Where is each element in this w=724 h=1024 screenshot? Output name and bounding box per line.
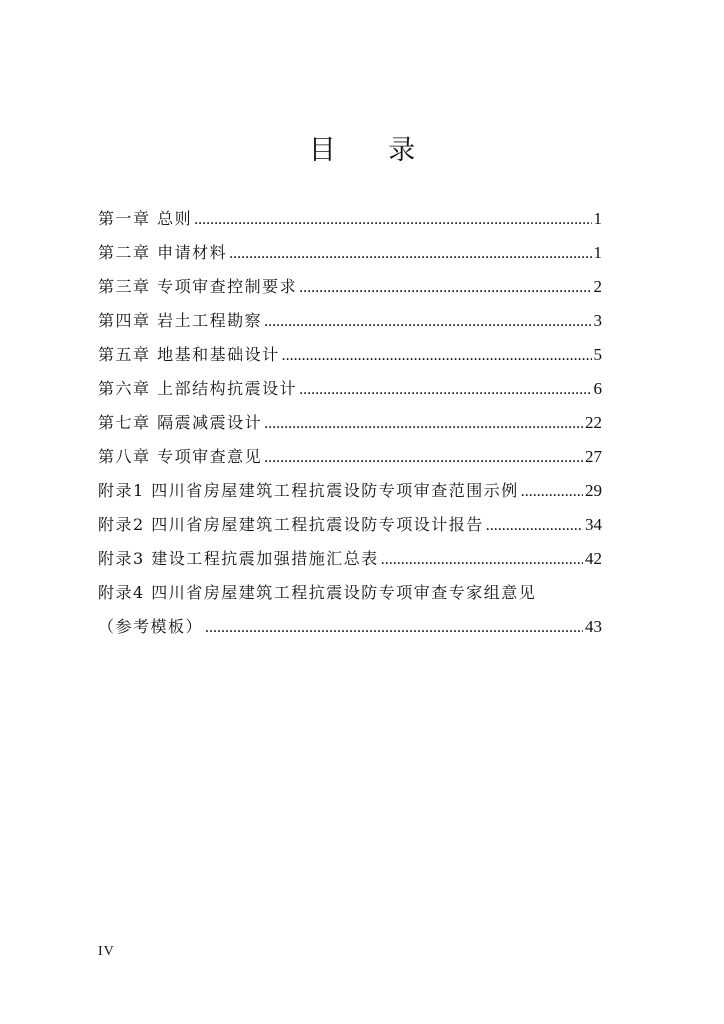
toc-entry[interactable] [98, 444, 602, 478]
page-title: 目 录 [308, 135, 438, 166]
toc-leader [299, 381, 591, 399]
toc-leader [521, 483, 583, 501]
toc-entry-label: 第四章 岩土工程勘察 [98, 311, 263, 330]
toc-entry-page: 1 [593, 209, 602, 228]
table-of-contents [98, 206, 602, 648]
toc-entry-label: 附录2 四川省房屋建筑工程抗震设防专项设计报告 [98, 515, 484, 534]
toc-entry-page: 2 [593, 277, 602, 296]
toc-entry-label: 第二章 申请材料 [98, 243, 228, 262]
toc-entry[interactable] [98, 512, 602, 546]
toc-leader [229, 245, 591, 263]
toc-entry-label: 第七章 隔震减震设计 [98, 413, 263, 432]
toc-leader [486, 517, 583, 535]
toc-leader [299, 279, 591, 297]
toc-entry[interactable] [98, 546, 602, 580]
toc-entry-label: 第八章 专项审查意见 [98, 447, 263, 466]
toc-entry-page: 42 [585, 549, 602, 568]
toc-entry-label-continued: （参考模板） [98, 617, 204, 636]
toc-entry-label: 附录3 建设工程抗震加强措施汇总表 [98, 549, 379, 568]
toc-entry-page: 22 [585, 413, 602, 432]
toc-entry-page: 1 [593, 243, 602, 262]
toc-leader [264, 313, 591, 331]
toc-leader [205, 619, 583, 637]
toc-entry-label: 第五章 地基和基础设计 [98, 345, 280, 364]
toc-entry[interactable] [98, 206, 602, 240]
toc-leader [282, 347, 592, 365]
toc-entry[interactable] [98, 308, 602, 342]
toc-entry[interactable] [98, 376, 602, 410]
toc-leader [264, 415, 583, 433]
toc-entry-label: 第六章 上部结构抗震设计 [98, 379, 298, 398]
toc-entry-label: 第一章 总则 [98, 209, 193, 228]
toc-entry[interactable] [98, 240, 602, 274]
toc-entry[interactable] [98, 274, 602, 308]
page-number: IV [98, 944, 115, 959]
toc-entry-page: 34 [585, 515, 602, 534]
toc-leader [194, 211, 591, 229]
toc-entry[interactable] [98, 478, 602, 512]
toc-entry-label: 第三章 专项审查控制要求 [98, 277, 298, 296]
toc-entry-multiline[interactable] [98, 580, 602, 614]
toc-entry-page: 5 [593, 345, 602, 364]
toc-entry-page: 43 [585, 617, 602, 636]
toc-entry[interactable] [98, 410, 602, 444]
toc-leader [381, 551, 583, 569]
toc-entry[interactable] [98, 342, 602, 376]
toc-entry-page: 3 [593, 311, 602, 330]
toc-entry-label: 附录4 四川省房屋建筑工程抗震设防专项审查专家组意见 [98, 583, 537, 602]
toc-entry-label: 附录1 四川省房屋建筑工程抗震设防专项审查范围示例 [98, 481, 519, 500]
toc-entry-page: 27 [585, 447, 602, 466]
toc-leader [264, 449, 583, 467]
toc-entry-page: 6 [593, 379, 602, 398]
toc-entry-page: 29 [585, 481, 602, 500]
toc-entry-continuation[interactable] [98, 614, 602, 648]
